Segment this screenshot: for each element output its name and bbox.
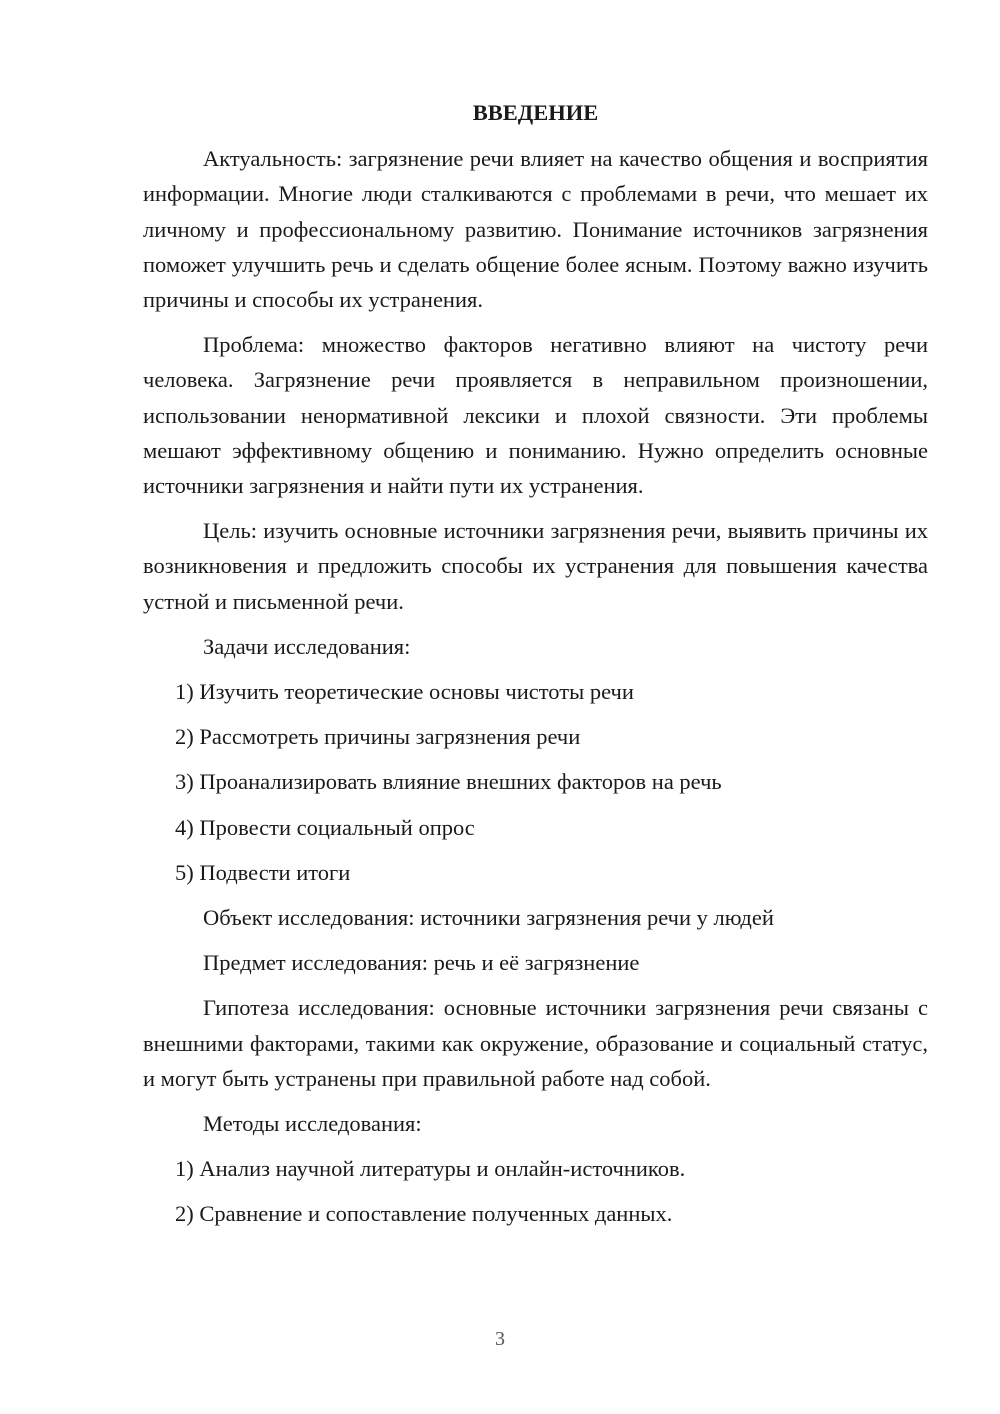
task-item-5: 5) Подвести итоги [175, 859, 351, 885]
task-item-1: 1) Изучить теоретические основы чистоты речи [175, 679, 634, 705]
page-number: 3 [495, 1328, 505, 1350]
research-object: Объект исследования: источники загрязнения речи у людей [203, 905, 774, 931]
method-item-2: 2) Сравнение и сопоставление полученных данных. [175, 1201, 673, 1227]
document-page [143, 95, 928, 1242]
method-item-1: 1) Анализ научной литературы и онлайн-источников. [175, 1156, 686, 1182]
tasks-title: Задачи исследования: [203, 633, 411, 659]
methods-title: Методы исследования: [203, 1111, 422, 1137]
task-item-4: 4) Провести социальный опрос [175, 814, 475, 840]
task-item-3: 3) Проанализировать влияние внешних факторов на речь [175, 769, 722, 795]
relevance-paragraph: Актуальность: загрязнение речи влияет на качество общения и восприятия информации. Многие люди сталкиваются с проблемами в речи, что мешает их личному и профессиональному развитию. Понимание источников загрязнения поможет улучшить речь и сделать общение более ясным. Поэтому важно изучить причины и способы их устранения. [143, 146, 928, 313]
problem-paragraph: Проблема: множество факторов негативно влияют на чистоту речи человека. Загрязнение речи проявляется в неправильном произношении, использовании ненормативной лексики и плохой связности. Эти проблемы мешают эффективному общению и пониманию. Нужно определить основные источники загрязнения и найти пути их устранения. [143, 332, 928, 499]
section-heading: ВВЕДЕНИЕ [472, 100, 599, 125]
goal-paragraph: Цель: изучить основные источники загрязнения речи, выявить причины их возникновения и предложить способы их устранения для повышения качества устной и письменной речи. [143, 518, 928, 614]
task-item-2: 2) Рассмотреть причины загрязнения речи [175, 724, 581, 750]
research-subject: Предмет исследования: речь и её загрязнение [203, 950, 640, 976]
hypothesis-paragraph: Гипотеза исследования: основные источники загрязнения речи связаны с внешними факторами, такими как окружение, образование и социальный статус, и могут быть устранены при правильной работе над собой. [143, 995, 928, 1091]
